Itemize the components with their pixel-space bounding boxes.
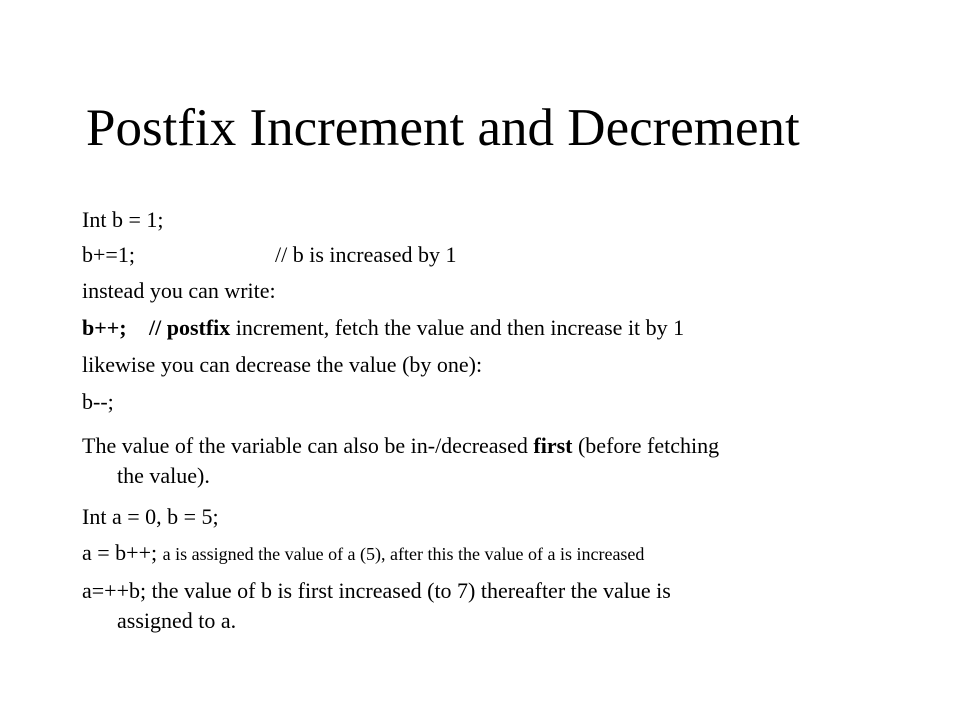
code-text: Int b = 1; (82, 207, 164, 232)
code-text: b--; (82, 389, 114, 414)
code-comment: increment, fetch the value and then increase it by 1 (230, 315, 685, 340)
code-text: a = b++; (82, 540, 163, 565)
body-text: likewise you can decrease the value (by one): (82, 352, 483, 377)
code-text: b++; (82, 315, 127, 340)
body-text: The value of the variable can also be in-/decreased (82, 433, 534, 458)
code-line-int-b (82, 205, 163, 235)
code-line-postfix-increment (82, 313, 684, 343)
explanation-text: a is assigned the value of a (5), after this the value of a is increased (162, 544, 645, 564)
comment-slashes: // (149, 315, 167, 340)
paragraph-first-line: a=++b; the value of b is first increased (to 7) thereafter the value is (82, 578, 671, 603)
body-text: (before fetching (572, 433, 720, 458)
paragraph-continuation: assigned to a. (117, 608, 237, 633)
text-paragraph-prefix (82, 431, 719, 491)
text-line-likewise (82, 350, 482, 380)
code-comment: // b is increased by 1 (275, 242, 457, 267)
code-line-decrement (82, 387, 114, 417)
code-text: Int a = 0, b = 5; (82, 504, 219, 529)
code-line-int-a-b (82, 502, 219, 532)
code-paragraph-prefix-assign (82, 576, 671, 636)
paragraph-first-line (82, 431, 719, 461)
code-line-plus-equals (82, 240, 456, 270)
code-text: b+=1; (82, 242, 135, 267)
paragraph-continuation: the value). (117, 463, 210, 488)
code-line-postfix-assign (82, 538, 644, 569)
slide-title: Postfix Increment and Decrement (86, 99, 800, 157)
body-text: instead you can write: (82, 278, 276, 303)
text-line-instead (82, 276, 276, 306)
keyword-postfix: postfix (166, 315, 231, 340)
keyword-first: first (533, 433, 573, 458)
